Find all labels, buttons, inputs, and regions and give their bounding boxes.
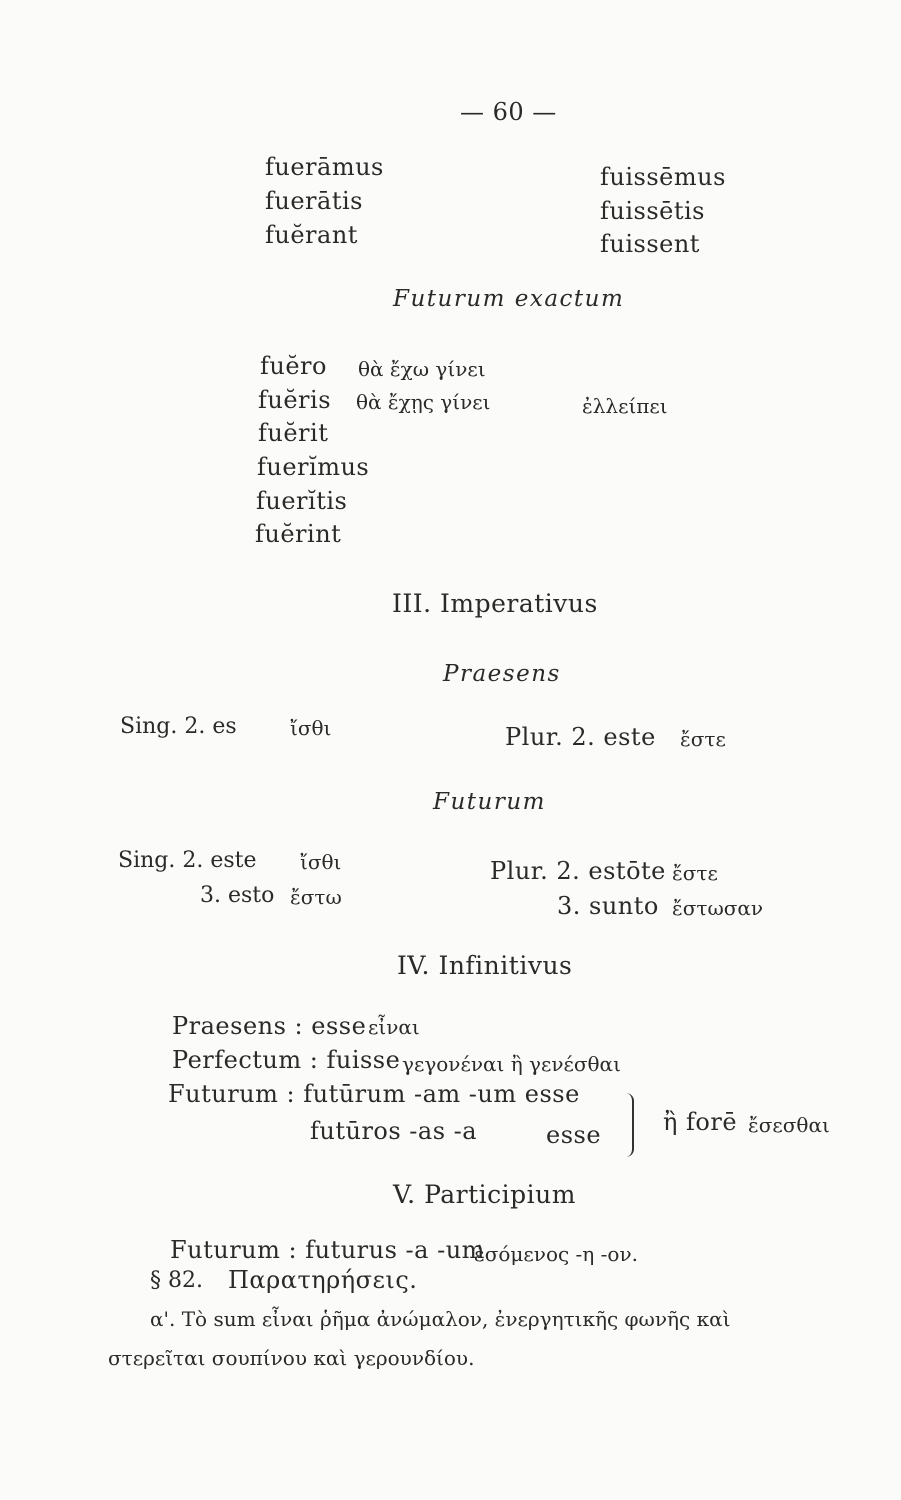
part-futurum: Futurum : futurus -a -um <box>170 1236 485 1264</box>
fe-greek-2: θὰ ἔχῃς γίνει <box>356 390 491 414</box>
imp-fut-sing2-gr: ἴσθι <box>300 850 342 874</box>
inf-fore: ἢ forē <box>663 1108 738 1136</box>
imperativus-heading: III. Imperativus <box>392 589 598 618</box>
futurum-exactum-heading: Futurum exactum <box>393 286 625 312</box>
paragraph-title: Παρατηρήσεις. <box>228 1266 418 1294</box>
imperativus-futurum-heading: Futurum <box>433 789 546 815</box>
inf-futurum-2: futūros -as -a <box>310 1117 478 1145</box>
fe-latin-4: fuerĭmus <box>257 453 370 481</box>
participium-heading: V. Participium <box>393 1180 576 1209</box>
fe-elleipei: ἐλλείπει <box>582 394 668 418</box>
imp-fut-sing3: 3. esto <box>200 883 275 908</box>
fe-latin-2: fuĕris <box>258 386 332 414</box>
curly-brace <box>620 1093 634 1157</box>
plusquam-left-2: fuerātis <box>265 187 363 215</box>
imp-fut-sing3-gr: ἔστω <box>290 885 342 909</box>
part-futurum-gr: ἐσόμενος -η -ον. <box>474 1242 638 1266</box>
paragraph-line-2: στερεῖται σουπίνου καὶ γερουνδίου. <box>108 1346 475 1370</box>
plusquam-right-2: fuissētis <box>600 197 705 225</box>
inf-futurum-2-esse: esse <box>546 1121 602 1149</box>
inf-praesens: Praesens : esse <box>172 1012 367 1040</box>
inf-fore-gr: ἔσεσθαι <box>748 1113 830 1137</box>
inf-futurum-1: Futurum : futūrum -am -um esse <box>168 1080 580 1108</box>
inf-perfectum: Perfectum : fuisse <box>172 1046 401 1074</box>
imp-fut-plur3: 3. sunto <box>557 892 659 920</box>
imp-fut-plur3-gr: ἔστωσαν <box>672 896 764 920</box>
fe-latin-6: fuĕrint <box>255 520 342 548</box>
inf-perfectum-gr: γεγονέναι ἢ γενέσθαι <box>402 1052 621 1076</box>
fe-latin-3: fuĕrit <box>258 419 329 447</box>
imp-fut-sing2: Sing. 2. este <box>118 848 257 873</box>
imp-praes-sing-gr: ἴσθι <box>290 716 332 740</box>
fe-latin-1: fuĕro <box>260 352 327 380</box>
fe-greek-1: θὰ ἔχω γίνει <box>358 357 486 381</box>
fe-latin-5: fuerĭtis <box>256 487 348 515</box>
paragraph-line-1: α'. Τὸ sum εἶναι ῥῆμα ἀνώμαλον, ἐνεργητικῆς φωνῆς καὶ <box>150 1307 731 1331</box>
imperativus-praesens-heading: Praesens <box>443 661 561 687</box>
imp-praes-sing: Sing. 2. es <box>120 714 237 739</box>
imp-fut-plur2: Plur. 2. estōte <box>490 857 666 885</box>
page-number: — 60 — <box>460 98 557 126</box>
infinitivus-heading: IV. Infinitivus <box>397 951 573 980</box>
imp-praes-plur-gr: ἔστε <box>680 727 726 751</box>
plusquam-right-1: fuissēmus <box>600 163 726 191</box>
paragraph-number: § 82. <box>150 1268 203 1293</box>
plusquam-left-3: fuĕrant <box>265 221 358 249</box>
plusquam-right-3: fuissent <box>600 230 700 258</box>
plusquam-left-1: fuerāmus <box>265 153 384 181</box>
imp-praes-plur: Plur. 2. este <box>505 723 656 751</box>
imp-fut-plur2-gr: ἔστε <box>672 861 718 885</box>
inf-praesens-gr: εἶναι <box>368 1015 420 1039</box>
